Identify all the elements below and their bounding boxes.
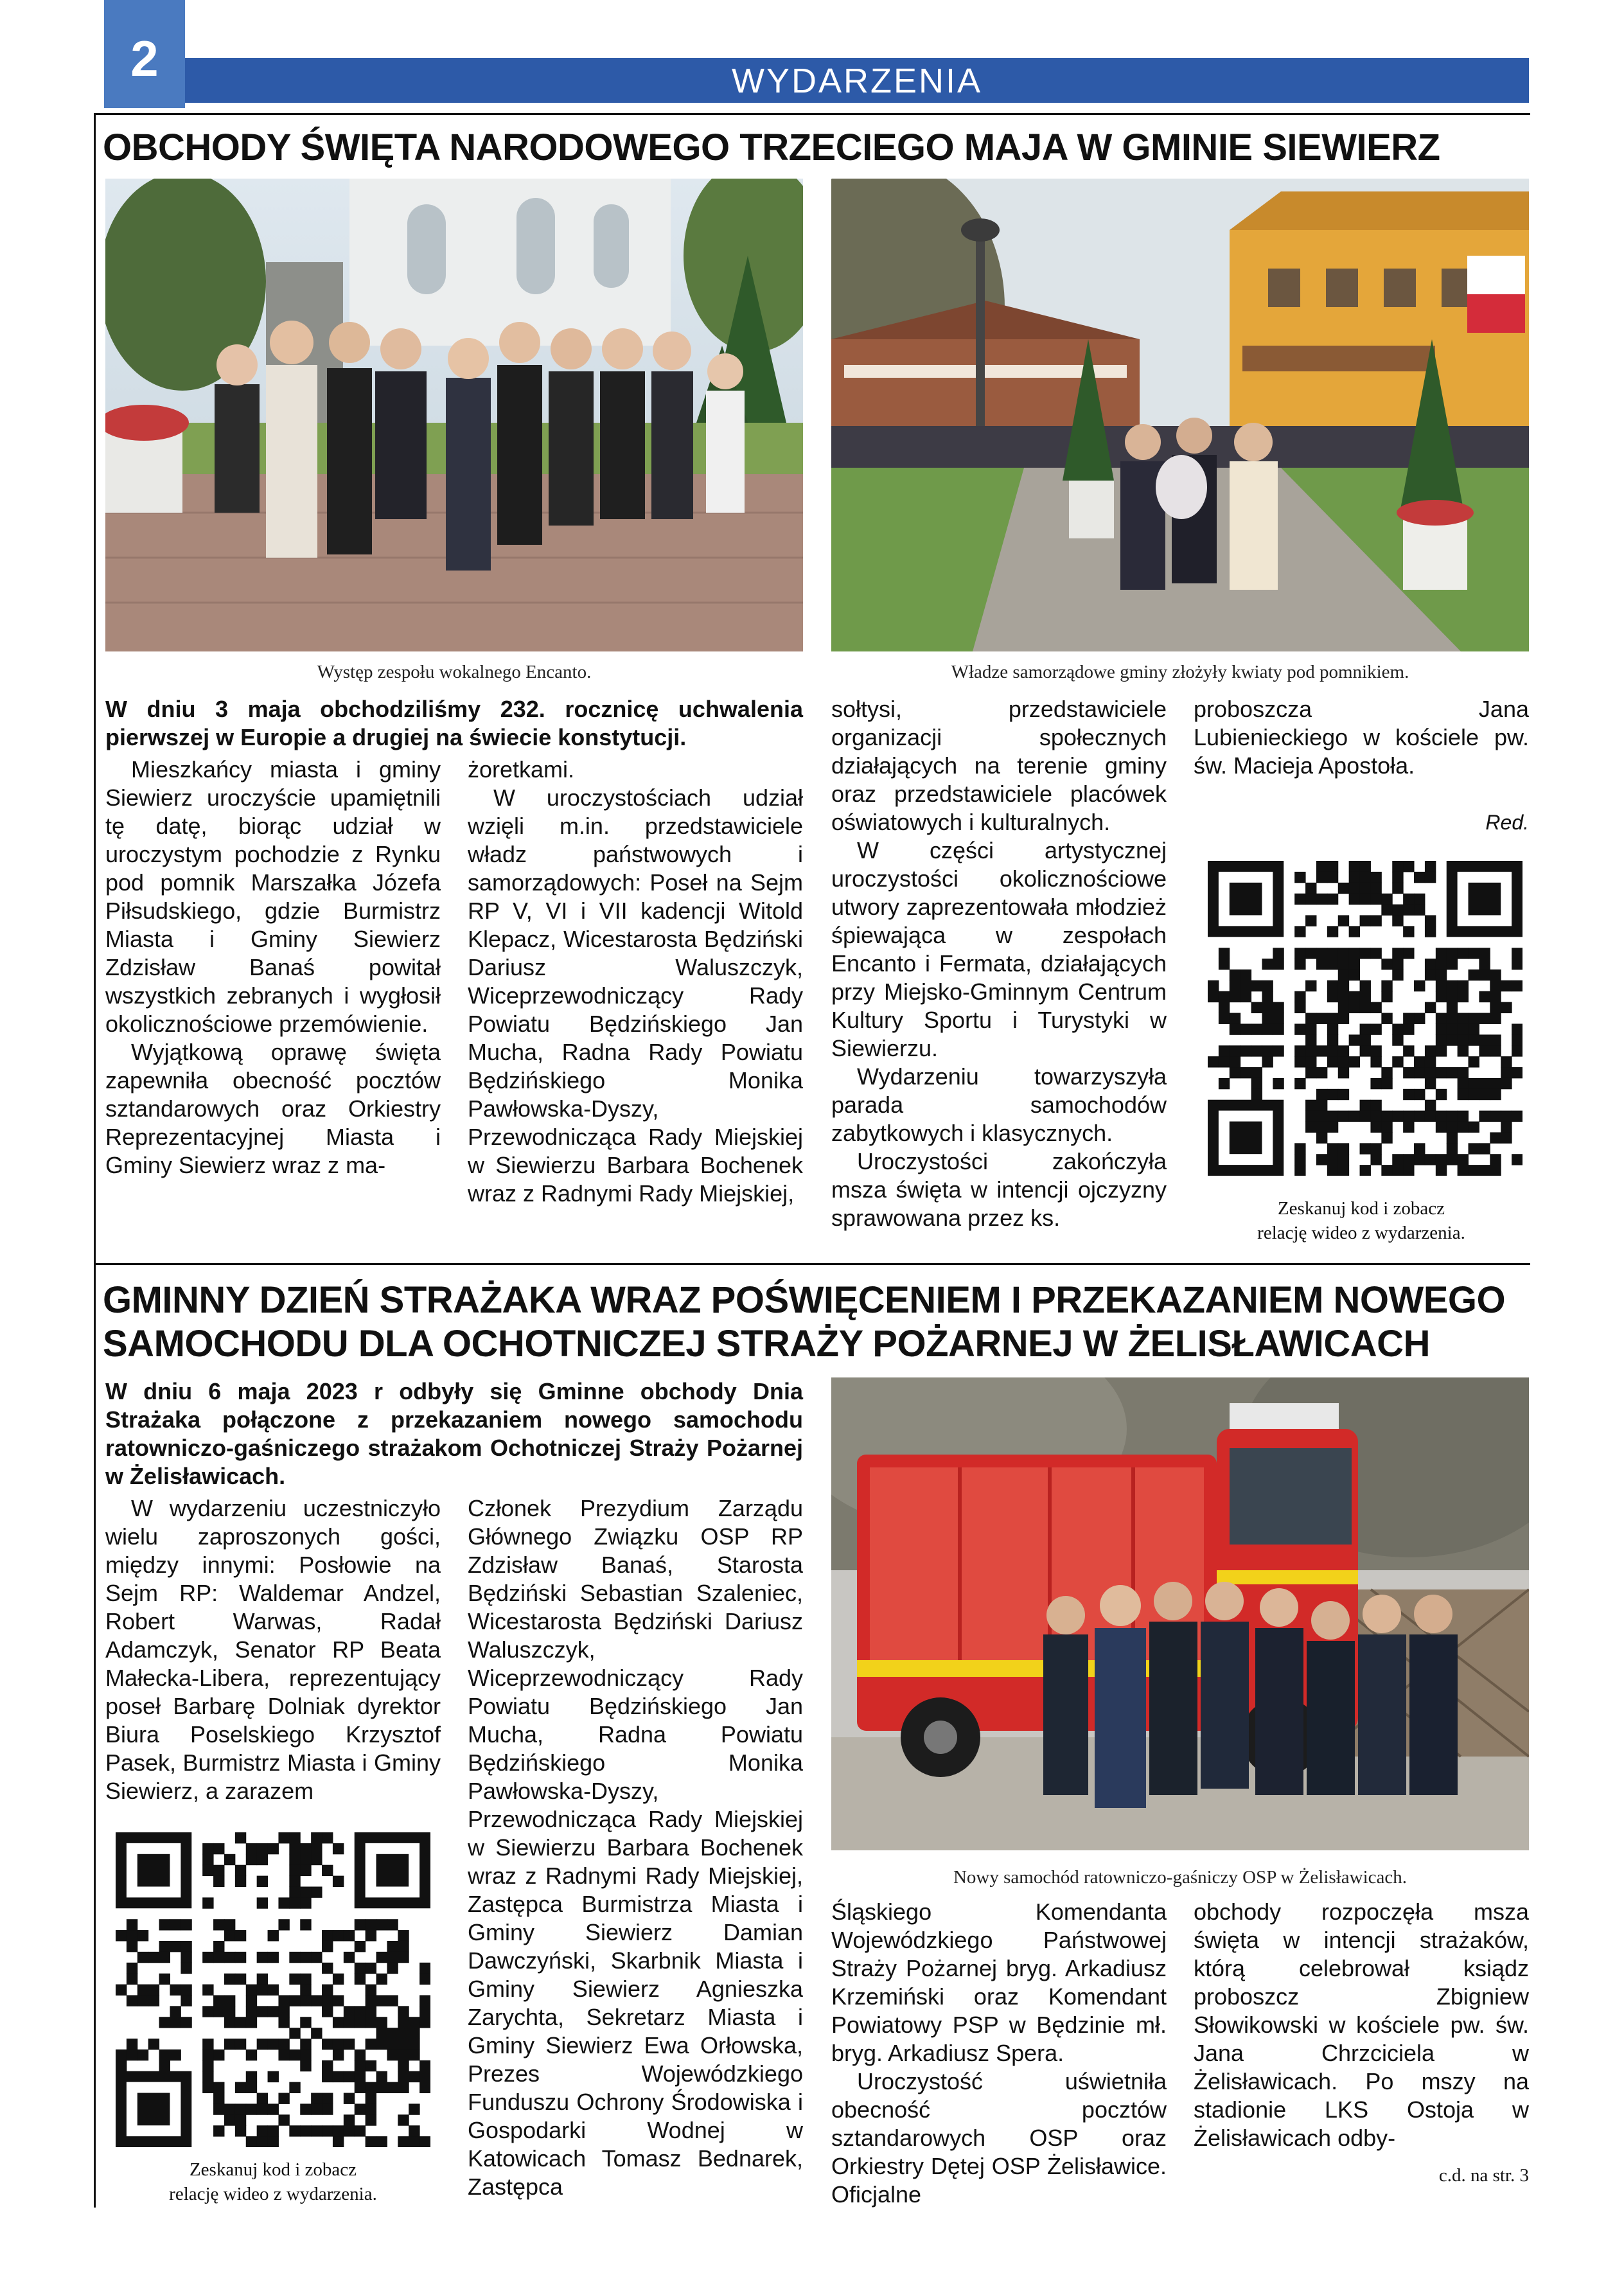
paragraph: proboszcza Jana Lubienieckiego w kościele pw. św. Macieja Apostoła. [1194,696,1529,779]
paragraph: Członek Prezydium Zarządu Głównego Związku OSP RP Zdzisław Banaś, Starosta Będziński Sebastian Szaleniec, Wicestarosta Będziński Dariusz Waluszczyk, Wiceprzewodniczący Rady Powiatu Będzińskiego Jan Mucha, Radna Powiatu Będzińskiego Monika Pawłowska-Dyszy, Przewodnicząca Rady Miejskiej w Siewierzu Barbara Bochenek wraz z Radnymi Rady Miejskiej, Zastępca Burmistrza Miasta i Gminy Siewierz Damian Dawczyński, Skarbnik Miasta i Gminy Siewierz Agnieszka Zarychta, Sekretarz Miasta i Gminy Siewierz Ewa Orłowska, Prezes Wojewódzkiego Funduszu Ochrony Środowiska i Gospodarki Wodnej w Katowicach Tomasz Bednarek, Zastępca [468,1495,803,2200]
article1-lead: W dniu 3 maja obchodziliśmy 232. rocznicę uchwalenia pierwszej w Europie a drugiej na świecie konstytucji. [105,696,803,750]
qr-code-article1[interactable] [1208,861,1522,1176]
article1-qr-caption [1194,1196,1529,1245]
qr-caption-line: relację wideo z wydarzenia. [169,2184,377,2204]
fire-truck-photo-caption: Nowy samochód ratowniczo-gaśniczy OSP w Żelisławicach. [953,1867,1407,1888]
article1-column-2 [468,756,803,1208]
paragraph: Uroczystość uświetniła obecność pocztów sztandarowych OSP oraz Orkiestry Dętej OSP Żelisławice. Oficjalne [831,2068,1167,2208]
article1-column-4 [1194,695,1529,780]
encanto-photo [105,179,803,651]
article2-column-3 [831,1898,1167,2209]
paragraph: Wydarzeniu towarzyszyła parada samochodów zabytkowych i klasycznych. [831,1063,1167,1146]
continued-note: c.d. na str. 3 [1438,2165,1529,2186]
wreath-photo-caption: Władze samorządowe gminy złożyły kwiaty pod pomnikiem. [951,662,1409,682]
qr-code-article2[interactable] [116,1832,430,2147]
article2-lead: W dniu 6 maja 2023 r odbyły się Gminne obchody Dnia Strażaka połączone z przekazaniem nowego samochodu ratowniczo-gaśniczego strażakom Ochotniczej Straży Pożarnej w Żelisławicach. [105,1378,803,1489]
article2-column-4 [1194,1898,1529,2152]
article1-column-3 [831,695,1167,1232]
paragraph: żoretkami. [468,756,575,783]
qr-caption-line: relację wideo z wydarzenia. [1257,1223,1465,1243]
paragraph: W wydarzeniu uczestniczyło wielu zaproszonych gości, między innymi: Posłowie na Sejm RP: Waldemar Andzel, Robert Warwas, Radał Adamczyk, Senator RP Beata Małecka-Libera, reprezentujący poseł Barbarę Dolniak dyrektor Biura Poselskiego Krzysztof Pasek, Burmistrz Miasta i Gminy Siewierz, a zarazem [105,1495,441,1804]
article2-column-1 [105,1494,441,1805]
encanto-photo-caption: Występ zespołu wokalnego Encanto. [317,662,592,682]
paragraph: sołtysi, przedstawiciele organizacji społecznych działających na terenie gminy oraz przedstawiciele placówek oświatowych i kulturalnych. [831,696,1167,835]
article1-column-1 [105,756,441,1180]
paragraph: obchody rozpoczęła msza święta w intencji strażaków, którą celebrował ksiądz proboszcz Zbigniew Słowikowski w kościele pw. św. Jana Chrzciciela w Żelisławicach. Po mszy na stadionie LKS Ostoja w Żelisławicach odby- [1194,1899,1529,2151]
paragraph: Uroczystości zakończyła msza święta w intencji ojczyzny sprawowana przez ks. [831,1148,1167,1231]
section-name: WYDARZENIA [731,62,983,100]
article-divider-rule [94,1263,1530,1265]
article2-column-2 [468,1494,803,2201]
paragraph: Mieszkańcy miasta i gminy Siewierz uroczyście upamiętnili tę datę, biorąc udział w uroczystym pochodzie z Rynku pod pomnik Marszałka Józefa Piłsudskiego, gdzie Burmistrz Miasta i Gminy Siewierz Zdzisław Banaś powitał wszystkich zebranych i wygłosił okolicznościowe przemówienie. [105,756,441,1037]
article1-signature: Red. [1485,811,1529,834]
paragraph: W uroczystościach udział wzięli m.in. przedstawiciele władz państwowych i samorządowych: Poseł na Sejm RP V, VI i VII kadencji Witold Klepacz, Wicestarosta Będziński Dariusz Waluszczyk, Wiceprzewodniczący Rady Powiatu Będzińskiego Jan Mucha, Radna Rady Powiatu Będzińskiego Monika Pawłowska-Dyszy, Przewodnicząca Rady Miejskiej w Siewierzu Barbara Bochenek wraz z Radnymi Rady Miejskiej, [468,784,803,1207]
wreath-laying-photo [831,179,1529,651]
article2-headline-line1: GMINNY DZIEŃ STRAŻAKA WRAZ POŚWIĘCENIEM I PRZEKAZANIEM NOWEGO [103,1279,1506,1321]
top-rule [94,113,1530,115]
article2-headline-line2: SAMOCHODU DLA OCHOTNICZEJ STRAŻY POŻARNEJ W ŻELISŁAWICACH [103,1323,1430,1365]
article2-qr-caption [105,2157,441,2206]
fire-truck-photo [831,1377,1529,1850]
qr-caption-line: Zeskanuj kod i zobacz [1277,1198,1445,1219]
paragraph: Śląskiego Komendanta Wojewódzkiego Państwowej Straży Pożarnej bryg. Arkadiusz Krzemiński oraz Komendant Powiatowy PSP w Będzinie mł. bryg. Arkadiusz Spera. [831,1899,1167,2066]
paragraph: W części artystycznej uroczystości okolicznościowe utwory zaprezentowała młodzież śpiewająca w zespołach Encanto i Fermata, działających przy Miejsko-Gminnym Centrum Kultury Sportu i Turystyki w Siewierzu. [831,837,1167,1061]
qr-caption-line: Zeskanuj kod i zobacz [189,2159,357,2180]
article1-headline: OBCHODY ŚWIĘTA NARODOWEGO TRZECIEGO MAJA W GMINIE SIEWIERZ [103,127,1440,168]
left-rule-article2 [94,1263,96,2208]
page-number: 2 [130,30,159,87]
left-rule-article1 [94,113,96,1263]
paragraph: Wyjątkową oprawę święta zapewniła obecność pocztów sztandarowych oraz Orkiestry Reprezentacyjnej Miasta i Gminy Siewierz wraz z ma- [105,1039,441,1178]
